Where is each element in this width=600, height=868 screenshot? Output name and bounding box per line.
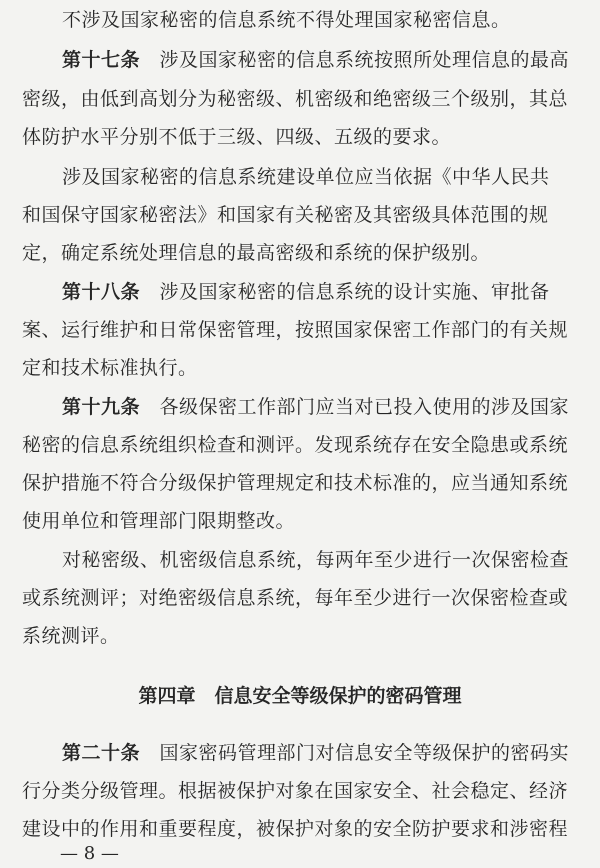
article-17-line: 第十七条 涉及国家秘密的信息系统按照所处理信息的最高 [62, 49, 570, 71]
article-heading: 第二十条 [62, 742, 141, 764]
text-line: 系统测评。 [22, 625, 120, 647]
text-line: 定和技术标准执行。 [22, 357, 198, 379]
text-line: 和国保守国家秘密法》和国家有关秘密及其密级具体范围的规 [22, 204, 549, 226]
article-18-line: 第十八条 涉及国家秘密的信息系统的设计实施、审批备 [62, 281, 550, 303]
text-line: 行分类分级管理。根据被保护对象在国家安全、社会稳定、经济 [22, 780, 569, 802]
page-number: — 8 — [60, 843, 119, 864]
article-heading: 第十九条 [62, 396, 141, 418]
text-line: 建设中的作用和重要程度，被保护对象的安全防护要求和涉密程 [22, 818, 569, 840]
text-line: 案、运行维护和日常保密管理，按照国家保密工作部门的有关规 [22, 319, 569, 341]
text-line: 不涉及国家秘密的信息系统不得处理国家秘密信息。 [62, 9, 511, 31]
article-19-line: 第十九条 各级保密工作部门应当对已投入使用的涉及国家 [62, 396, 570, 418]
article-heading: 第十七条 [62, 49, 141, 71]
text-line: 密级，由低到高划分为秘密级、机密级和绝密级三个级别，其总 [22, 88, 569, 110]
text-line: 秘密的信息系统组织检查和测评。发现系统存在安全隐患或系统 [22, 434, 569, 456]
text-line: 或系统测评；对绝密级信息系统，每年至少进行一次保密检查或 [22, 587, 569, 609]
article-heading: 第十八条 [62, 281, 141, 303]
text-line: 使用单位和管理部门限期整改。 [22, 510, 296, 532]
text-line: 定，确定系统处理信息的最高密级和系统的保护级别。 [22, 242, 491, 264]
text-line: 保护措施不符合分级保护管理规定和技术标准的，应当通知系统 [22, 472, 569, 494]
article-20-line: 第二十条 国家密码管理部门对信息安全等级保护的密码实 [62, 742, 570, 764]
text-line: 对秘密级、机密级信息系统，每两年至少进行一次保密检查 [62, 549, 570, 571]
chapter-title: 第四章 信息安全等级保护的密码管理 [138, 685, 462, 707]
text-line: 涉及国家秘密的信息系统建设单位应当依据《中华人民共 [62, 166, 550, 188]
text-line: 体防护水平分别不低于三级、四级、五级的要求。 [22, 126, 452, 148]
